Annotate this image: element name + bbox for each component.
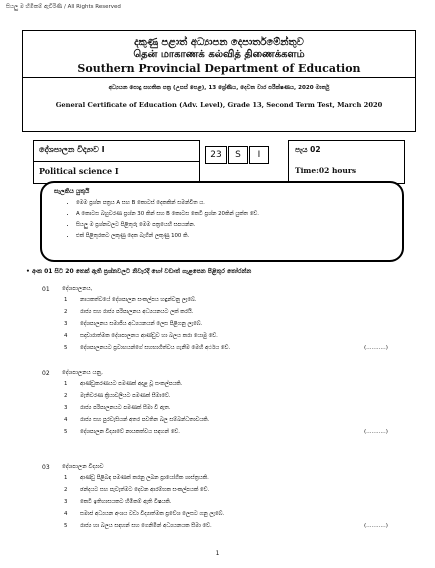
option-text: ආණ්ඩු පිළිබඳ පමණක් කරනු ලබන ප්‍රායෝගික ශාස්ත්‍රයකි. [80, 475, 209, 481]
duration-sinhala: පැය 02 [295, 145, 321, 154]
question-options: 1 ආණ්ඩුකරණයට පමණක් අදාළ වූ සංකල්පයකි. 2 මැතිවරණ ක්‍රියාවලියට පමණක් සීමාවේ. 3 රාජ්‍ය පරිපාලනයට පමණක් සීමා වී ඇත. 4 රාජ්‍ය සහ පුරවැසියන් අතර පවතින බල සම්බන්ධතාවයකි. 5 දේශපාලන විද්‍යාවේ නායකත්වය සඳහන් වේ. [64, 381, 210, 435]
option-text: දේශපාලනයට ප්‍රවාහයන්ගේ සහභාගිත්වය ගැනීම මෙහි අර්ථය වේ. [80, 345, 231, 351]
option-text: දේශපාලනය සමාජීය අධ්‍යයනයන් ලෙස පිළිගනු ලැබේ. [80, 321, 203, 327]
main-instruction [26, 268, 251, 276]
option-text: රාජ්‍ය සහ රාජ්‍ය පරිපාලනය අධ්‍යයනයට ලක් කරයි. [80, 309, 194, 315]
subject-divider [34, 161, 199, 162]
question-options: 1 ආණ්ඩු පිළිබඳ පමණක් කරනු ලබන ප්‍රායෝගික ශාස්ත්‍රයකි. 2 ඡන්දයට සහ පැවැත්මට දෙවන ආරම්භක සංකල්පයක් වේ. 3 කෙටි ඉතිහාසයකට හිමිකම් ඇති විෂයකි. 4 සමාජ අධ්‍යයන අංශය වඩා විද්‍යාත්මක ප්‍රවේශ ලෙසට ගනු ලැබේ. 5 රාජ්‍ය හා බලය සඳහන් සහ ගෙනිමින් අධ්‍යයනයක සීමා වේ. [64, 475, 225, 529]
answer-blank[interactable]: (...........) [364, 429, 388, 435]
answer-blank[interactable]: (...........) [364, 345, 388, 351]
exam-title-sinhala: අධ්‍යයන පොදු සහතික පත්‍ර (උසස් පෙළ), 13 ශ්‍රේණිය, දෙවන වාර පරීක්ෂණය, 2020 මාර්තු [108, 85, 330, 91]
dept-name-tamil: தென் மாகாணக் கல்வித் திணைக்களம் [133, 49, 305, 60]
option-text: කෙටි ඉතිහාසයකට හිමිකම් ඇති විෂයකි. [80, 499, 172, 505]
exam-title-english: General Certificate of Education (Adv. Level), Grade 13, Second Term Test, March 2020 [55, 101, 383, 109]
subject-box [33, 140, 200, 184]
instructions-list [64, 198, 259, 242]
bullet-icon: • [26, 268, 32, 275]
option-text: ඡන්දයට සහ පැවැත්මට දෙවන ආරම්භක සංකල්පයක් වේ. [80, 487, 210, 493]
option-text: දේශපාලන විද්‍යාවේ නායකත්වය සඳහන් වේ. [80, 429, 180, 435]
question-stem: දේශපාලන විද්‍යාව [62, 464, 104, 470]
page-number: 1 [215, 550, 220, 557]
subject-name-english: Political science I [39, 166, 119, 176]
option-text: රාජ්‍ය සහ පුරවැසියන් අතර පවතින බල සම්බන්ධතාවයකි. [80, 417, 210, 423]
question-number: 01 [42, 286, 50, 293]
instruction-item: • මෙම ප්‍රශ්න පත්‍රය A සහ B කොටස් දෙකකින් සමන්විත ය. [76, 198, 259, 209]
dept-name-sinhala: දකුණු පළාත් අධ්‍යාපන දෙපාර්තමේන්තුව [134, 37, 304, 48]
option-text: මැතිවරණ ක්‍රියාවලියට පමණක් සීමාවේ. [80, 393, 171, 399]
main-instruction-text: අංක 01 සිට 20 තෙක් ඇති ප්‍රශ්නවලට නිවැරදි හෝ වඩාත් ගැළපෙන පිළිතුර තෝරන්න [31, 268, 252, 275]
dept-name-english: Southern Provincial Department of Education [77, 62, 361, 75]
option-text: රාජ්‍ය හා බලය සඳහන් සහ ගෙනිමින් අධ්‍යයනයක සීමා වේ. [80, 523, 212, 529]
instructions-box [40, 181, 404, 262]
subject-name-sinhala: දේශපාලන විද්‍යාව I [39, 145, 105, 154]
option-text: ආණ්ඩුකරණයට පමණක් අදාළ වූ සංකල්පයකි. [80, 381, 183, 387]
option-text: සදාචාරාත්මක දේශපාලනය ආණ්ඩුව හා බලය කරා යොමු වේ. [80, 333, 218, 339]
header-box [22, 30, 416, 132]
question-number: 02 [42, 370, 50, 377]
header-divider [23, 77, 415, 78]
question-stem: දේශපාලනය යනු, [62, 370, 103, 376]
subject-code-part-1: 23 [205, 146, 227, 164]
option-text: රාජ්‍ය පරිපාලනයට පමණක් සීමා වී ඇත. [80, 405, 171, 411]
instruction-item: • එක් පිළිතුරකට ලකුණු දෙක බැගින් ලකුණු 100 කි. [76, 231, 259, 242]
instructions-title: සැලකිය යුතුයි [54, 188, 90, 195]
subject-code-part-3: I [249, 146, 269, 164]
question-options: 1 නායකත්වයේ දේශපාලන සංකල්පය හඳුන්වනු ලැබේ. 2 රාජ්‍ය සහ රාජ්‍ය පරිපාලනය අධ්‍යයනයට ලක් කරයි. 3 දේශපාලනය සමාජීය අධ්‍යයනයන් ලෙස පිළිගනු ලැබේ. 4 සදාචාරාත්මක දේශපාලනය ආණ්ඩුව හා බලය කරා යොමු වේ. 5 දේශපාලනයට ප්‍රවාහයන්ගේ සහභාගිත්වය ගැනීම මෙහි අර්ථය වේ. [64, 297, 231, 351]
option-text: සමාජ අධ්‍යයන අංශය වඩා විද්‍යාත්මක ප්‍රවේශ ලෙසට ගනු ලැබේ. [80, 511, 225, 517]
rights-notice: සියලු ම හිමිකම් ඇවිරිණි / All Rights Reserved [6, 4, 121, 10]
duration-english: Time:02 hours [295, 166, 357, 175]
instruction-item: • A කොටස බහුවරණ ප්‍රශ්න 30 කින් සහ B කොටස කෙටි ප්‍රශ්න 20කින් යුක්ත වේ. [76, 209, 259, 220]
subject-code-part-2: S [228, 146, 248, 164]
question-stem: දේශපාලනය, [62, 286, 93, 292]
answer-blank[interactable]: (...........) [364, 523, 388, 529]
instruction-item: • සියලු ම ප්‍රශ්නවලට පිළිතුරු මෙම පත්‍රයෙහි සපයන්න. [76, 220, 259, 231]
question-number: 03 [42, 464, 50, 471]
option-text: නායකත්වයේ දේශපාලන සංකල්පය හඳුන්වනු ලැබේ. [80, 297, 197, 303]
time-box [288, 140, 405, 184]
